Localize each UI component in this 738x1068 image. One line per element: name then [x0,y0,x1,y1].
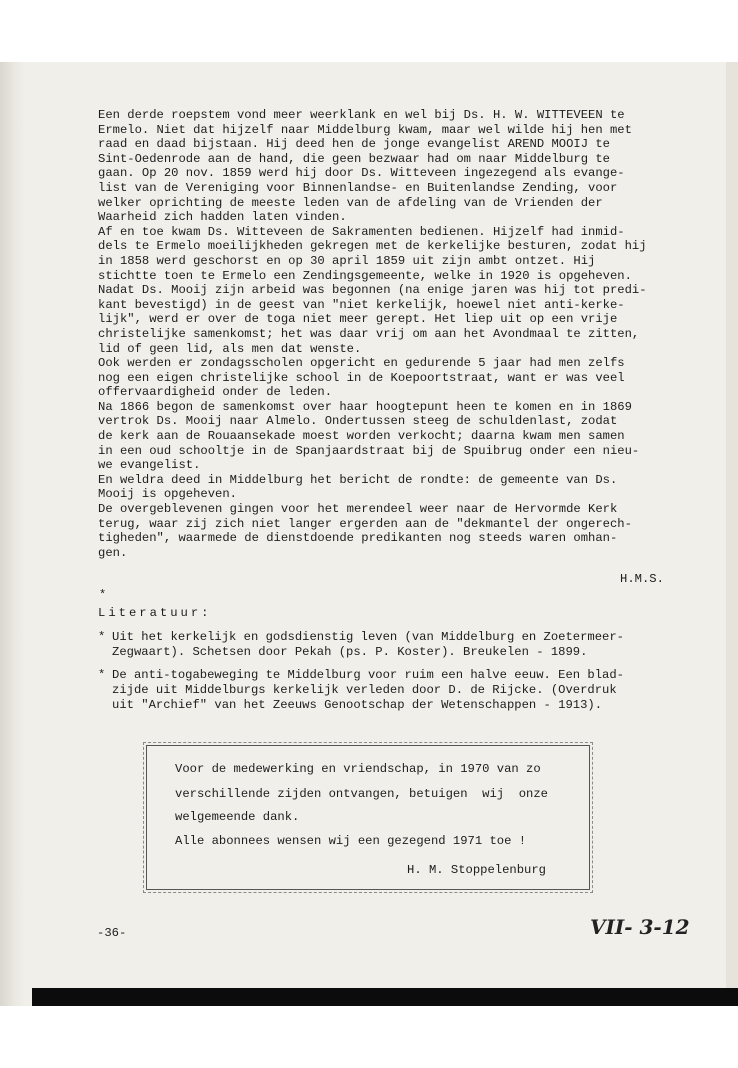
body-line: Mooij is opgeheven. [98,487,237,502]
scan-bottom-shadow [32,988,738,1006]
article-body [98,108,674,560]
reference-1 [98,630,624,660]
body-line: tigheden", waarmede de dienstdoende predikanten nog steeds waren omhan- [98,531,618,546]
binding-edge [0,62,26,1006]
body-line: dels te Ermelo moeilijkheden gekregen met de kerkelijke besturen, zodat hij [98,239,647,254]
body-line: Waarheid zich hadden laten vinden. [98,210,347,225]
body-line: gen. [98,545,128,560]
body-line: stichtte toen te Ermelo een Zendingsgemeente, welke in 1920 is opgeheven. [98,268,632,283]
reference-line: zijde uit Middelburgs kerkelijk verleden door D. de Rijcke. (Overdruk [112,682,617,697]
body-line: Na 1866 begon de samenkomst over haar hoogtepunt heen te komen en in 1869 [98,399,632,414]
thanks-signature: H. M. Stoppelenburg [407,863,546,877]
body-line: kant bevestigd) in de geest van "niet kerkelijk, hoewel niet anti-kerke- [98,297,625,312]
reference-bullet: * [98,668,106,682]
body-line: vertrok Ds. Mooij naar Almelo. Ondertussen steeg de schuldenlast, zodat [98,414,618,429]
body-line: in een oud schooltje in de Spanjaardstraat bij de Spuibrug onder een nieu- [98,443,640,458]
body-line: in 1858 werd geschorst en op 30 april 1859 uit zijn ambt ontzet. Hij [98,253,596,268]
body-line: nog een eigen christelijke school in de Koepoortstraat, want er was veel [98,370,625,385]
body-line: raad en daad bijstaan. Hij deed hen de jonge evangelist AREND MOOIJ te [98,137,610,152]
body-line: christelijke samenkomst; het was daar vrij om aan het Avondmaal te zitten, [98,326,640,341]
body-line: list van de Vereniging voor Binnenlandse- en Buitenlandse Zending, voor [98,180,618,195]
reference-bullet: * [98,630,106,644]
thanks-line: verschillende zijden ontvangen, betuigen wij onze [175,787,548,801]
body-line: lijk", werd er over de toga niet meer gerept. Het liep uit op een vrije [98,312,618,327]
handwritten-note: VII- 3-12 [590,915,690,939]
separator-mark: * [99,588,107,602]
reference-line: uit "Archief" van het Zeeuws Genootschap der Wetenschappen - 1913). [112,697,603,712]
body-line: we evangelist. [98,458,201,473]
body-line: offervaardigheid onder de leden. [98,385,333,400]
body-line: Af en toe kwam Ds. Witteveen de Sakramenten bedienen. Hijzelf had inmid- [98,224,625,239]
body-line: De overgeblevenen gingen voor het merendeel weer naar de Hervormde Kerk [98,502,618,517]
body-line: lid of geen lid, als men dat wenste. [98,341,362,356]
body-line: welker oprichting de meeste leden van de afdeling van de Vrienden der [98,195,603,210]
reference-line: Uit het kerkelijk en godsdienstig leven (van Middelburg en Zoetermeer- [112,630,624,644]
body-line: Ook werden er zondagsscholen opgericht en gedurende 5 jaar had men zelfs [98,356,625,371]
body-line: Nadat Ds. Mooij zijn arbeid was begonnen (na enige jaren was hij tot predi- [98,283,647,298]
body-line: Sint-Oedenrode aan de hand, die geen bezwaar had om naar Middelburg te [98,151,610,166]
thanks-line: Alle abonnees wensen wij een gezegend 1971 toe ! [175,834,527,848]
reference-line: De anti-togabeweging te Middelburg voor ruim een halve eeuw. Een blad- [112,668,624,682]
body-line: de kerk aan de Rouaansekade moest worden verkocht; daarna kwam men samen [98,429,625,444]
literature-heading: Literatuur: [98,606,212,620]
body-line: Ermelo. Niet dat hijzelf naar Middelburg kwam, maar wel wilde hij hen met [98,122,632,137]
page-number: -36- [97,926,127,940]
body-line: Een derde roepstem vond meer weerklank en wel bij Ds. H. W. WITTEVEEN te [98,108,625,122]
body-line: En weldra deed in Middelburg het bericht de rondte: de gemeente van Ds. [98,472,618,487]
thanks-line: welgemeende dank. [175,810,300,824]
page-right-edge [726,62,738,1006]
reference-line: Zegwaart). Schetsen door Pekah (ps. P. Koster). Breukelen - 1899. [112,644,588,659]
thanks-line: Voor de medewerking en vriendschap, in 1970 van zo [175,762,541,776]
author-initials: H.M.S. [620,572,664,586]
reference-2 [98,668,624,712]
body-line: terug, waar zij zich niet langer ergerden aan de "dekmantel der ongerech- [98,516,632,531]
thanks-box [146,745,590,890]
body-line: gaan. Op 20 nov. 1859 werd hij door Ds. Witteveen ingezegend als evange- [98,166,625,181]
